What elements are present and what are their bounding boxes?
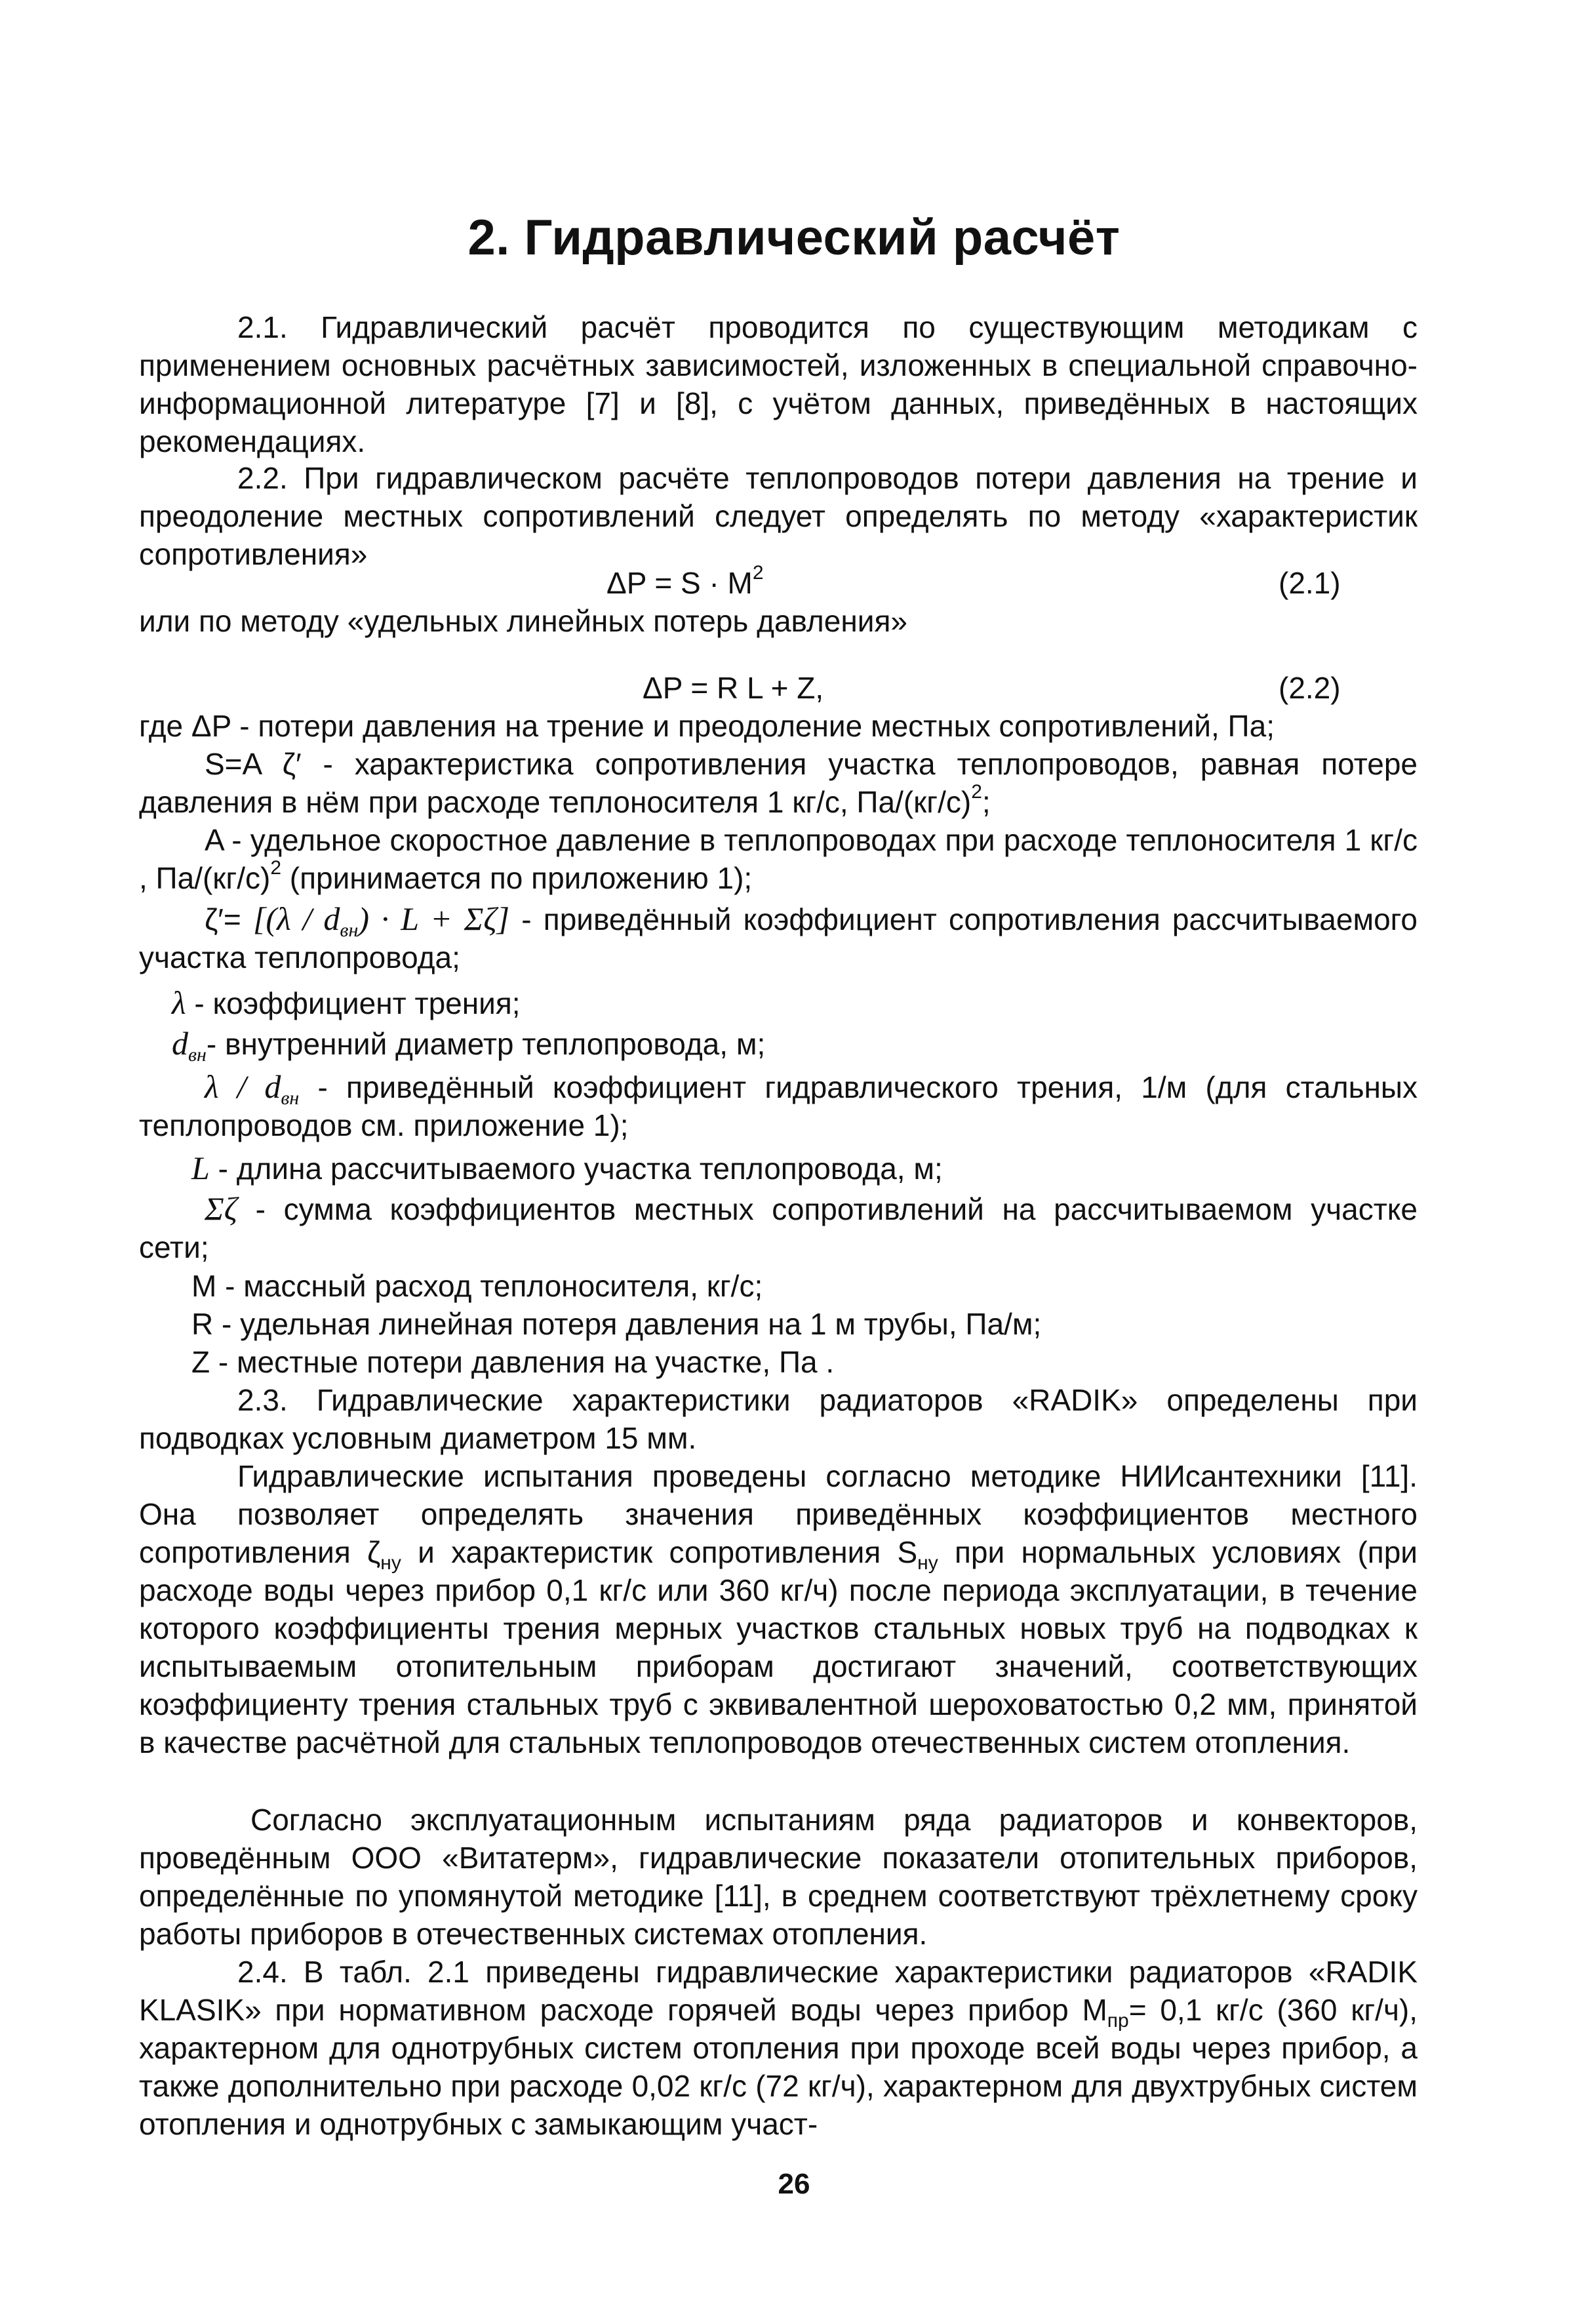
zeta-formula-end: ) · L + Σζ] (358, 900, 510, 937)
d-symbol-main: d (172, 1025, 188, 1062)
formula-2-1 (606, 564, 764, 602)
paragraph-2-4 (139, 1953, 1418, 2143)
definition-lambda-d (139, 1068, 1418, 1144)
p24-text-a: 2.4. В табл. 2.1 приведены гидравлические характеристики радиаторов «RADIK KLASIK» при нормативном расходе горячей воды через прибор M (139, 1955, 1418, 2027)
sum-zeta-symbol: Σζ (205, 1190, 237, 1227)
lambda-symbol: λ (172, 984, 186, 1021)
definition-lambda-d-text: - приведённый коэффициент гидравлического трения, 1/м (для стальных теплопроводов см. приложение 1); (139, 1070, 1418, 1142)
formula-2-2-number: (2.2) (1279, 671, 1341, 705)
tests-text-c: при нормальных условиях (при расходе воды через прибор 0,1 кг/с или 360 кг/ч) после периода эксплуатации, в течение которого коэффициенты трения мерных участков стальных новых труб на подводках к испытываемым отопительным приборам достигают значений, соответствующих коэффициенту трения стальных труб с эквивалентной шероховатостью 0,2 мм, принятой в качестве расчётной для стальных теплопроводов отечественных систем отопления. (139, 1535, 1418, 1759)
definition-d-text: - внутренний диаметр теплопровода, м; (206, 1027, 766, 1061)
formula-2-1-number: (2.1) (1279, 566, 1341, 600)
definition-l (191, 1149, 1470, 1188)
section-title: 2. Гидравлический расчёт (467, 210, 1121, 266)
definition-lambda-text: - коэффициент трения; (186, 986, 521, 1020)
tests-text-a: Гидравлические испытания проведены согласно методике НИИсантехники [11]. Она позволяет определять значения приведённых коэффициентов местного сопротивления ζ (139, 1459, 1418, 1569)
d-symbol (172, 1025, 207, 1066)
paragraph-tests (139, 1457, 1418, 1761)
or-method-text: или по методу «удельных линейных потерь давления» (139, 604, 907, 638)
paragraph-2-1: 2.1. Гидравлический расчёт проводится по существующим методикам с применением основных расчётных зависимостей, изложенных в специальной справочно-информационной литературе [7] и [8], с учётом данных, приведённых в настоящих рекомендациях. (139, 310, 1418, 458)
definition-a-exponent: 2 (270, 857, 281, 879)
lambda-d-main: λ / d (205, 1068, 281, 1105)
definition-a-end: (принимается по приложению 1); (281, 861, 753, 895)
l-symbol: L (191, 1150, 210, 1186)
definition-l-text: - длина рассчитываемого участка теплопровода, м; (209, 1152, 943, 1186)
tests-sub-1: ну (380, 1552, 401, 1574)
definition-m: M - массный расход теплоносителя, кг/с; (191, 1269, 763, 1303)
zeta-formula (252, 900, 510, 941)
definition-s (139, 745, 1418, 821)
paragraph-2-3: 2.3. Гидравлические характеристики радиаторов «RADIK» определены при подводках условным диаметром 15 мм. (139, 1383, 1418, 1455)
definition-d (172, 1024, 1450, 1066)
zeta-symbol: ζ′= (205, 902, 241, 936)
lambda-d-symbol (205, 1068, 300, 1109)
lambda-d-sub: вн (281, 1087, 300, 1109)
tests-text-b: и характеристик сопротивления S (401, 1535, 918, 1569)
d-symbol-sub: вн (188, 1044, 207, 1066)
definition-zeta (139, 900, 1418, 976)
definition-r: R - удельная линейная потеря давления на 1 м трубы, Па/м; (191, 1307, 1042, 1341)
p24-text-b: = 0,1 кг/с (360 кг/ч), характерном для однотрубных систем отопления при проходе всей воды через прибор, а также дополнительно при расходе 0,02 кг/с (72 кг/ч), характерном для двухтрубных систем отопления и однотрубных с замыкающим участ- (139, 1993, 1418, 2141)
formula-2-1-body: ΔP = S · M (606, 566, 753, 600)
formula-2-2: ΔP = R L + Z, (643, 671, 824, 705)
definition-a (139, 821, 1418, 897)
definition-lambda (172, 984, 1450, 1022)
zeta-formula-sub: вн (340, 919, 359, 941)
definition-a-text: A - удельное скоростное давление в теплопроводах при расходе теплоносителя 1 кг/с , Па/(кг/с) (139, 823, 1418, 895)
p24-sub: пр (1107, 2010, 1129, 2032)
formula-2-1-exponent: 2 (752, 562, 764, 584)
zeta-formula-start: [(λ / d (252, 900, 340, 937)
tests-sub-2: ну (917, 1552, 938, 1574)
page-number: 26 (778, 2168, 810, 2200)
definition-delta-p: где ΔP - потери давления на трение и преодоление местных сопротивлений, Па; (139, 709, 1275, 743)
definition-sum-zeta (139, 1190, 1418, 1266)
definition-s-exponent: 2 (971, 781, 982, 803)
definition-sum-zeta-text: - сумма коэффициентов местных сопротивлений на рассчитываемом участке сети; (139, 1192, 1418, 1264)
paragraph-vitaterm: Согласно эксплуатационным испытаниям ряда радиаторов и конвекторов, проведённым ООО «Витатерм», гидравлические показатели отопительных приборов, определённые по упомянутой методике [11], в среднем соответствуют трёхлетнему сроку работы приборов в отечественных системах отопления. (139, 1803, 1418, 1951)
definition-s-text: S=A ζ′ - характеристика сопротивления участка теплопроводов, равная потере давления в нём при расходе теплоносителя 1 кг/с, Па/(кг/с) (139, 747, 1418, 819)
paragraph-2-2: 2.2. При гидравлическом расчёте теплопроводов потери давления на трение и преодоление местных сопротивлений следует определять по методу «характеристик сопротивления» (139, 461, 1418, 571)
definition-z: Z - местные потери давления на участке, Па . (191, 1345, 835, 1379)
definition-zeta-text: - приведённый коэффициент сопротивления рассчитываемого участка теплопровода; (139, 902, 1418, 974)
definition-s-end: ; (982, 785, 991, 819)
